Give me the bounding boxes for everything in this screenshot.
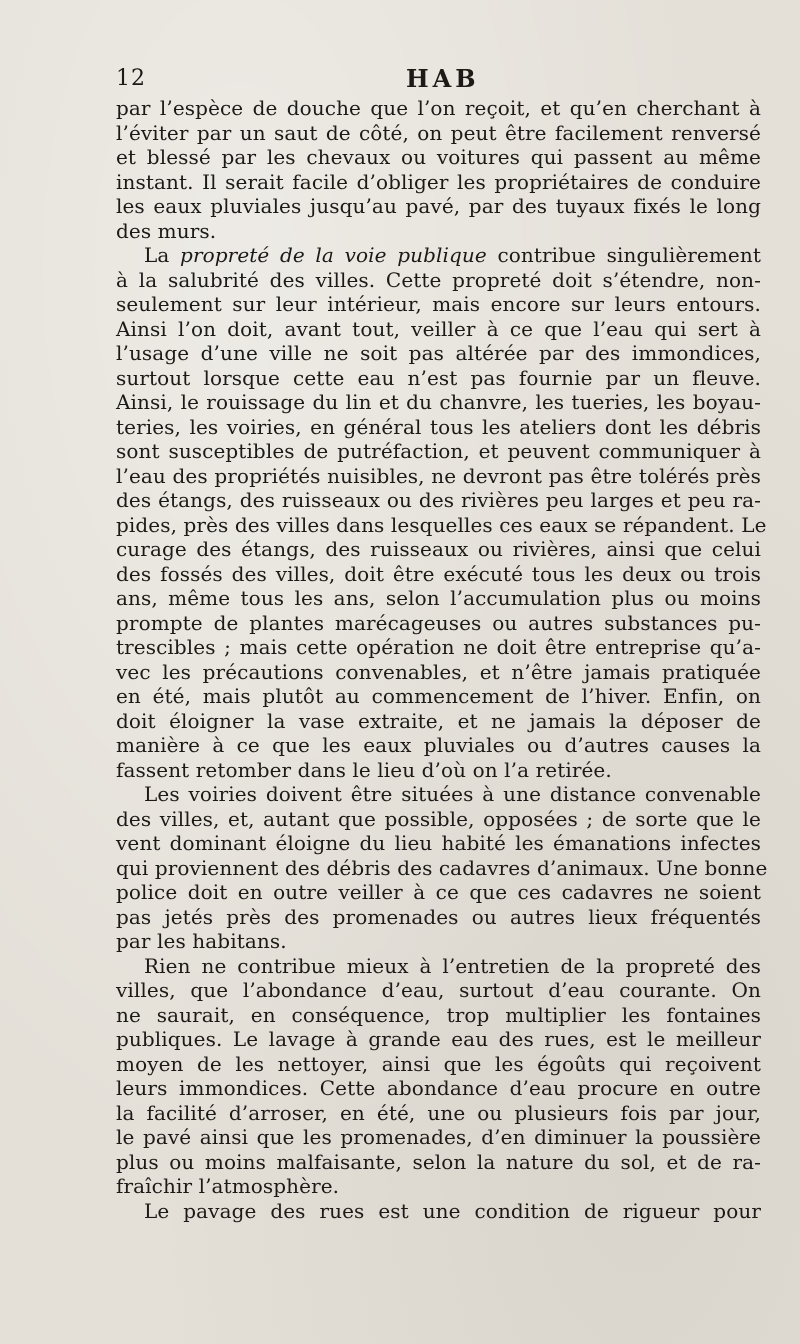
text-line: vent dominant éloigne du lieu habité les émanations infectes bbox=[116, 831, 761, 855]
text-line: Ainsi l’on doit, avant tout, veiller à ce que l’eau qui sert à bbox=[116, 316, 761, 341]
paragraph-lead-line bbox=[116, 243, 761, 268]
text-line: leurs immondices. Cette abondance d’eau procure en outre bbox=[116, 1076, 761, 1100]
emphasis-term: propreté de la voie publique bbox=[180, 243, 487, 267]
lead-text: La bbox=[144, 243, 181, 267]
text-line: surtout lorsque cette eau n’est pas fournie par un fleuve. bbox=[116, 365, 761, 390]
page-header bbox=[116, 64, 760, 94]
text-line: vec les précautions convenables, et n’être jamais pratiquée bbox=[116, 659, 761, 684]
page-number: 12 bbox=[116, 66, 146, 91]
text-line: moyen de les nettoyer, ainsi que les égoûts qui reçoivent bbox=[116, 1051, 761, 1076]
text-line: teries, les voiries, en général tous les ateliers dont les débris bbox=[116, 414, 761, 439]
body-text bbox=[116, 96, 768, 1223]
text-line: sont susceptibles de putréfaction, et peuvent communiquer à bbox=[116, 439, 761, 463]
text-line: Les voiries doivent être situées à une distance convenable bbox=[144, 782, 761, 806]
text-line: en été, mais plutôt au commencement de l’hiver. Enfin, on bbox=[116, 684, 761, 708]
text-line: par les habitans. bbox=[116, 929, 287, 953]
text-line: à la salubrité des villes. Cette propreté doit s’étendre, non- bbox=[116, 267, 761, 292]
text-line: et blessé par les chevaux ou voitures qui passent au même bbox=[116, 145, 761, 169]
text-line: plus ou moins malfaisante, selon la nature du sol, et de ra- bbox=[116, 1149, 761, 1174]
text-line: Ainsi, le rouissage du lin et du chanvre, les tueries, les boyau- bbox=[116, 390, 761, 414]
lead-text: contribue singulièrement bbox=[486, 243, 761, 267]
text-line: qui proviennent des débris des cadavres d’animaux. Une bonne bbox=[116, 855, 768, 880]
text-line: manière à ce que les eaux pluviales ou d’autres causes la bbox=[116, 733, 761, 757]
text-line: publiques. Le lavage à grande eau des rues, est le meilleur bbox=[116, 1027, 761, 1051]
text-line: des murs. bbox=[116, 218, 217, 243]
text-line: ne saurait, en conséquence, trop multiplier les fontaines bbox=[116, 1002, 761, 1027]
text-line: des villes, et, autant que possible, opposées ; de sorte que le bbox=[116, 806, 761, 831]
text-line: fraîchir l’atmosphère. bbox=[116, 1174, 340, 1198]
text-line: fassent retomber dans le lieu d’où on l’a retirée. bbox=[116, 757, 612, 782]
text-line: le pavé ainsi que les promenades, d’en diminuer la poussière bbox=[116, 1125, 761, 1149]
text-line: villes, que l’abondance d’eau, surtout d’eau courante. On bbox=[116, 978, 761, 1002]
text-line: Le pavage des rues est une condition de rigueur pour bbox=[144, 1198, 761, 1223]
text-line: la facilité d’arroser, en été, une ou plusieurs fois par jour, bbox=[116, 1100, 761, 1125]
text-line: Rien ne contribue mieux à l’entretien de la propreté des bbox=[144, 953, 761, 978]
text-line: pides, près des villes dans lesquelles ces eaux se répandent. Le bbox=[116, 512, 767, 537]
text-line: instant. Il serait facile d’obliger les propriétaires de conduire bbox=[116, 169, 761, 194]
text-line: trescibles ; mais cette opération ne doit être entreprise qu’a- bbox=[116, 635, 761, 659]
text-line: des fossés des villes, doit être exécuté tous les deux ou trois bbox=[116, 561, 761, 586]
text-line: des étangs, des ruisseaux ou des rivières peu larges et peu ra- bbox=[116, 488, 761, 512]
text-line: curage des étangs, des ruisseaux ou rivières, ainsi que celui bbox=[116, 537, 761, 561]
text-line: seulement sur leur intérieur, mais encore sur leurs entours. bbox=[116, 292, 761, 316]
running-head: HAB bbox=[406, 64, 480, 93]
text-line: ans, même tous les ans, selon l’accumulation plus ou moins bbox=[116, 586, 761, 610]
text-line: pas jetés près des promenades ou autres lieux fréquentés bbox=[116, 904, 761, 929]
text-line: police doit en outre veiller à ce que ces cadavres ne soient bbox=[116, 880, 761, 904]
text-line: les eaux pluviales jusqu’au pavé, par des tuyaux fixés le long bbox=[116, 194, 761, 218]
text-line: doit éloigner la vase extraite, et ne jamais la déposer de bbox=[116, 708, 761, 733]
text-line: l’eau des propriétés nuisibles, ne devront pas être tolérés près bbox=[116, 463, 761, 488]
text-line: l’éviter par un saut de côté, on peut être facilement renversé bbox=[116, 120, 761, 145]
text-line: par l’espèce de douche que l’on reçoit, et qu’en cherchant à bbox=[116, 96, 761, 120]
text-line: l’usage d’une ville ne soit pas altérée par des immondices, bbox=[116, 341, 761, 365]
text-line: prompte de plantes marécageuses ou autres substances pu- bbox=[116, 610, 761, 635]
